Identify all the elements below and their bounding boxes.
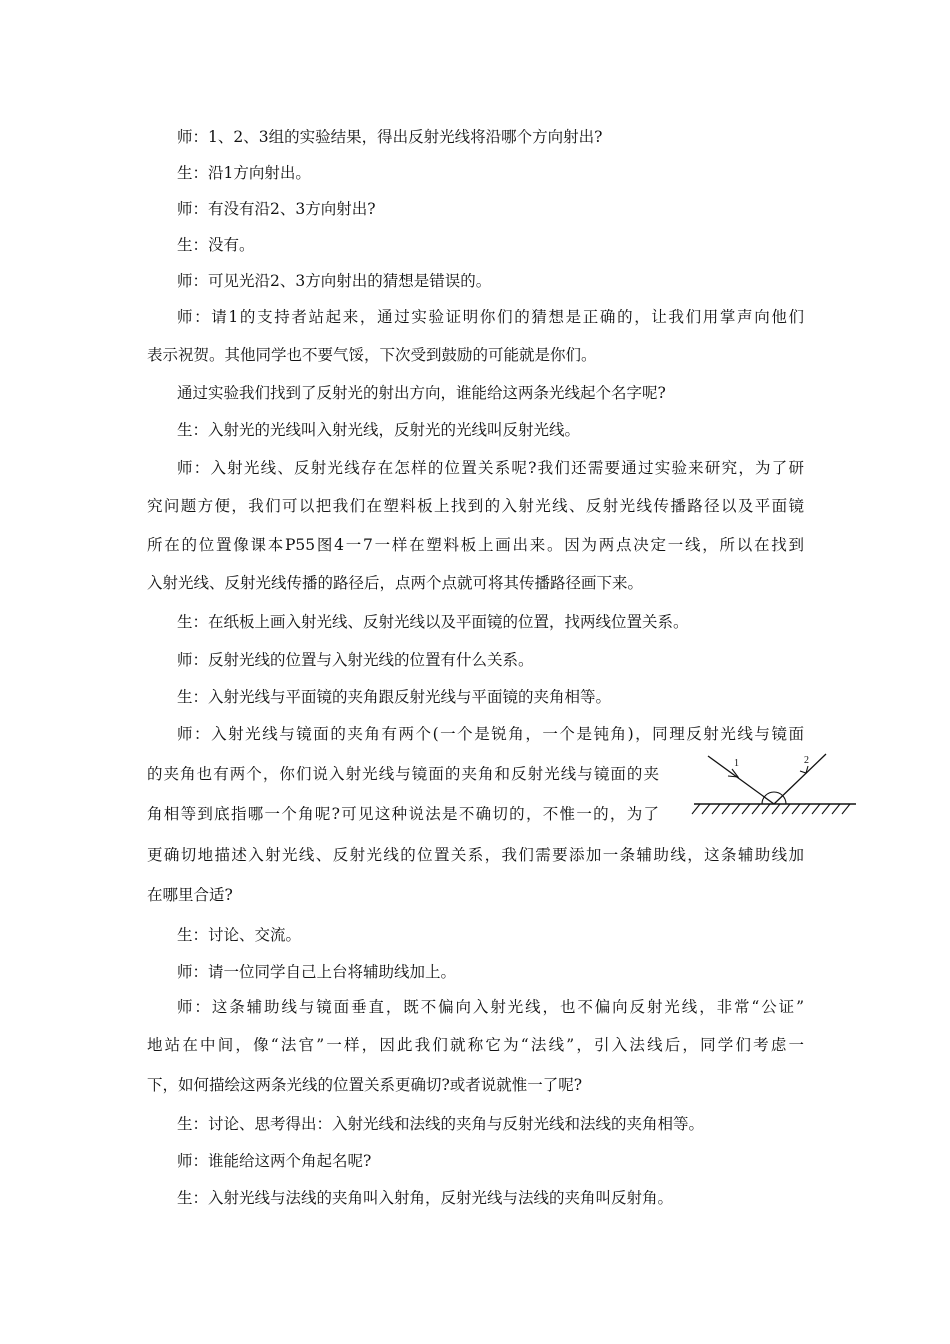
text-line-5: 师：可见光沿2、3方向射出的猜想是错误的。: [177, 272, 492, 290]
reflected-label: 2: [804, 755, 809, 766]
text-line-7: 表示祝贺。其他同学也不要气馁，下次受到鼓励的可能就是你们。: [147, 346, 597, 364]
incident-arrow-icon: [728, 769, 738, 777]
text-line-3: 师：有没有沿2、3方向射出?: [177, 200, 376, 218]
text-line-11: 究问题方便，我们可以把我们在塑料板上找到的入射光线、反射光线传播路径以及平面镜: [147, 497, 804, 515]
text-line-14: 生：在纸板上画入射光线、反射光线以及平面镜的位置，找两线位置关系。: [177, 613, 689, 631]
reflection-diagram: [686, 752, 858, 824]
text-line-26: 下，如何描绘这两条光线的位置关系更确切?或者说就惟一了呢?: [147, 1076, 583, 1094]
text-line-29: 生：入射光线与法线的夹角叫入射角，反射光线与法线的夹角叫反射角。: [177, 1189, 674, 1207]
text-line-22: 生：讨论、交流。: [177, 926, 302, 944]
text-line-12: 所在的位置像课本P55图4一7一样在塑料板上画出来。因为两点决定一线，所以在找到: [147, 536, 804, 554]
text-line-23: 师：请一位同学自己上台将辅助线加上。: [177, 963, 457, 981]
text-line-6: 师：请1的支持者站起来，通过实验证明你们的猜想是正确的，让我们用掌声向他们: [177, 308, 804, 326]
text-line-24: 师：这条辅助线与镜面垂直，既不偏向入射光线，也不偏向反射光线，非常“公证”: [177, 998, 804, 1016]
text-line-18: 的夹角也有两个，你们说入射光线与镜面的夹角和反射光线与镜面的夹: [147, 765, 659, 783]
text-line-15: 师：反射光线的位置与入射光线的位置有什么关系。: [177, 651, 534, 669]
text-line-2: 生：沿1方向射出。: [177, 164, 311, 182]
incident-label: 1: [734, 758, 739, 769]
text-line-17: 师：入射光线与镜面的夹角有两个(一个是锐角，一个是钝角)，同理反射光线与镜面: [177, 725, 804, 743]
reflected-arrow-icon: [800, 766, 808, 773]
text-line-4: 生：没有。: [177, 236, 255, 254]
text-line-10: 师：入射光线、反射光线存在怎样的位置关系呢?我们还需要通过实验来研究，为了研: [177, 459, 804, 477]
mirror-hatching: [692, 804, 850, 814]
text-line-27: 生：讨论、思考得出：入射光线和法线的夹角与反射光线和法线的夹角相等。: [177, 1115, 705, 1133]
text-line-8: 通过实验我们找到了反射光的射出方向，谁能给这两条光线起个名字呢?: [177, 384, 666, 402]
text-line-9: 生：入射光的光线叫入射光线，反射光的光线叫反射光线。: [177, 421, 581, 439]
text-line-19: 角相等到底指哪一个角呢?可见这种说法是不确切的，不惟一的，为了: [147, 805, 659, 823]
text-line-13: 入射光线、反射光线传播的路径后，点两个点就可将其传播路径画下来。: [147, 574, 644, 592]
text-line-20: 更确切地描述入射光线、反射光线的位置关系，我们需要添加一条辅助线，这条辅助线加: [147, 846, 804, 864]
text-line-21: 在哪里合适?: [147, 886, 233, 904]
text-line-1: 师：1、2、3组的实验结果，得出反射光线将沿哪个方向射出?: [177, 128, 603, 146]
text-line-25: 地站在中间，像“法官”一样，因此我们就称它为“法线”，引入法线后，同学们考虑一: [147, 1036, 804, 1054]
text-line-28: 师：谁能给这两个角起名呢?: [177, 1152, 372, 1170]
reflected-ray: [774, 754, 826, 804]
text-line-16: 生：入射光线与平面镜的夹角跟反射光线与平面镜的夹角相等。: [177, 688, 612, 706]
